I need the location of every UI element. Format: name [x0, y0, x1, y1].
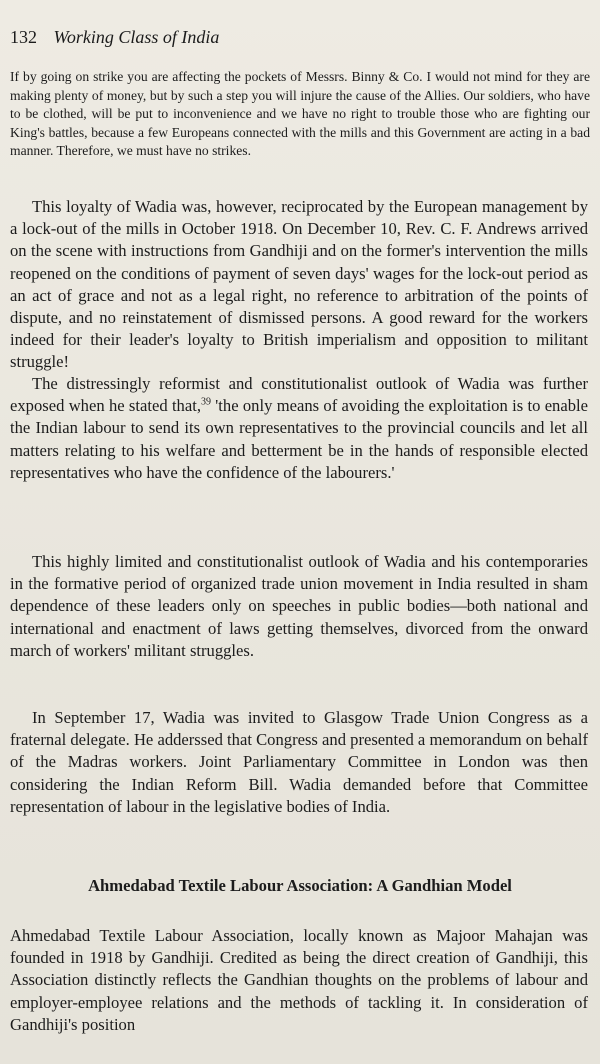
paragraph-glasgow: In September 17, Wadia was invited to Glasgow Trade Union Congress as a fraternal delegate. He adderssed that Congress and presented a memorandum on behalf of the Madras workers. Joint Parliamentary Committee in London was then considering the Indian Reform Bill. Wadia demanded before that Committee representation of labour in the legislative bodies of India. — [10, 708, 588, 816]
paragraph-ahmedabad: Ahmedabad Textile Labour Association, locally known as Majoor Mahajan was founded in 1918 by Gandhiji. Credited as being the direct creation of Gandhiji, this Association distinctly reflects the Gandhian thoughts on the problems of labour and employer-employee relations and the methods of tackling it. In consideration of Gandhiji's position — [10, 926, 588, 1034]
paragraph-text-after-footnote: 'the only means of avoiding the exploitation is to enable the Indian labour to send its own representatives to the provincial councils and let all matters relating to his welfare and betterment be in the hands of responsible elected representatives who have the confidence of the labourers.' — [10, 396, 588, 482]
paragraph-text-before-footnote: The distressingly reformist and constitutionalist outlook of Wadia was further exposed when he stated that, — [10, 374, 588, 416]
paragraph-reformist-outlook — [10, 373, 588, 484]
page-number: 132 — [10, 27, 37, 47]
section-heading: Ahmedabad Textile Labour Association: A Gandhian Model — [88, 876, 512, 895]
running-title: Working Class of India — [53, 27, 220, 47]
footnote-marker: 39 — [200, 396, 211, 408]
page-header — [10, 26, 219, 48]
block-quote: If by going on strike you are affecting the pockets of Messrs. Binny & Co. I would not mind for they are making plenty of money, but by such a step you will injure the cause of the Allies. Our soldiers, who have to be clothed, will be put to inconvenience and we have no right to trouble those who are fighting our King's battles, because a few Europeans connected with the mills and this Government are acting in a bad manner. Therefore, we must have no strikes. — [10, 69, 590, 158]
paragraph-limited-outlook: This highly limited and constitutionalist outlook of Wadia and his contemporaries in the formative period of organized trade union movement in India resulted in sham dependence of these leaders only on speeches in public bodies—both national and international and enactment of laws getting themselves, divorced from the onward march of workers' militant struggles. — [10, 552, 588, 660]
paragraph-lockout: This loyalty of Wadia was, however, reciprocated by the European management by a lock-out of the mills in October 1918. On December 10, Rev. C. F. Andrews arrived on the scene with instructions from Gandhiji and on the former's intervention the mills reopened on the conditions of payment of seven days' wages for the lock-out period as an act of grace and not as a legal right, no reference to arbitration of the points of dispute, and no reinstatement of dismissed persons. A good reward for the workers indeed for their leader's loyalty to British imperialism and opposition to militant struggle! — [10, 197, 588, 372]
